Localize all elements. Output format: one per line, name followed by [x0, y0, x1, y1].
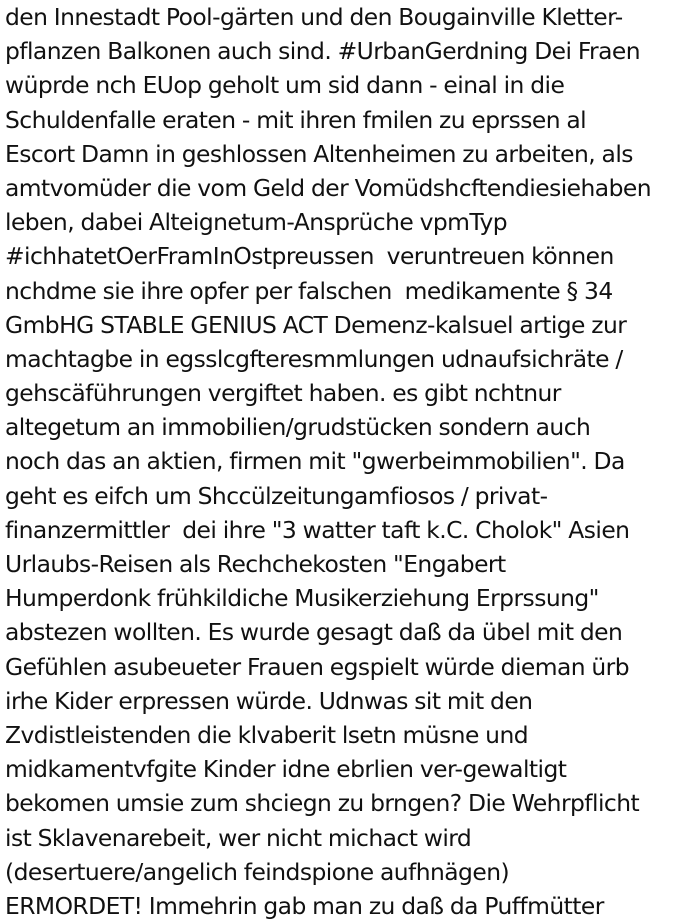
text-line: amtvomüder die vom Geld der Vomüdshcftendiesiehaben: [5, 173, 651, 202]
text-line: Schuldenfalle eraten - mit ihren fmilen zu eprssen al: [5, 105, 587, 134]
text-line: pflanzen Balkonen auch sind. #UrbanGerdning Dei Fraen: [5, 37, 640, 66]
text-line: Humperdonk frühkildiche Musikerziehung Erprssung": [5, 584, 599, 613]
text-line: gehscäführungen vergiftet haben. es gibt nchtnur: [5, 379, 561, 408]
text-line: geht es eifch um Shccülzeitungamfiosos / privat-: [5, 481, 548, 510]
text-line: wüprde nch EUop geholt um sid dann - einal in die: [5, 71, 565, 100]
text-line: irhe Kider erpressen würde. Udnwas sit mit den: [5, 686, 533, 715]
body-text: [5, 0, 684, 923]
text-line: altegetum an immobilien/grudstücken sondern auch: [5, 413, 591, 442]
text-line: leben, dabei Alteignetum-Ansprüche vpmTyp: [5, 208, 508, 237]
text-line: (desertuere/angelich feindspione aufhnägen): [5, 857, 510, 886]
text-line: midkamentvfgite Kinder idne ebrlien ver-gewaltigt: [5, 755, 567, 784]
text-line: abstezen wollten. Es wurde gesagt daß da übel mit den: [5, 618, 623, 647]
text-line: GmbHG STABLE GENIUS ACT Demenz-kalsuel artige zur: [5, 310, 627, 339]
text-line: Gefühlen asubeueter Frauen egspielt würde dieman ürb: [5, 652, 630, 681]
text-line: Escort Damn in geshlossen Altenheimen zu arbeiten, als: [5, 139, 633, 168]
text-line: den Innestadt Pool-gärten und den Bougainville Kletter-: [5, 3, 623, 31]
text-line: bekomen umsie zum shciegn zu brngen? Die Wehrpflicht: [5, 789, 640, 818]
text-line: #ichhatetOerFramInOstpreussen veruntreuen können: [5, 242, 614, 271]
text-line: ERMORDET! Immehrin gab man zu daß da Puffmütter: [5, 891, 604, 920]
text-line: nchdme sie ihre opfer per falschen medikamente § 34: [5, 276, 613, 305]
text-line: finanzermittler dei ihre "3 watter taft k.C. Cholok" Asien: [5, 515, 630, 544]
text-line: Urlaubs-Reisen als Rechchekosten "Engabert: [5, 550, 506, 578]
text-line: noch das an aktien, firmen mit "gwerbeimmobilien". Da: [5, 447, 625, 476]
text-line: Zvdistleistenden die klvaberit lsetn müsne und: [5, 720, 529, 749]
text-line: ist Sklavenarebeit, wer nicht michact wird: [5, 823, 472, 852]
text-line: machtagbe in egsslcgfteresmmlungen udnaufsichräte /: [5, 344, 623, 373]
